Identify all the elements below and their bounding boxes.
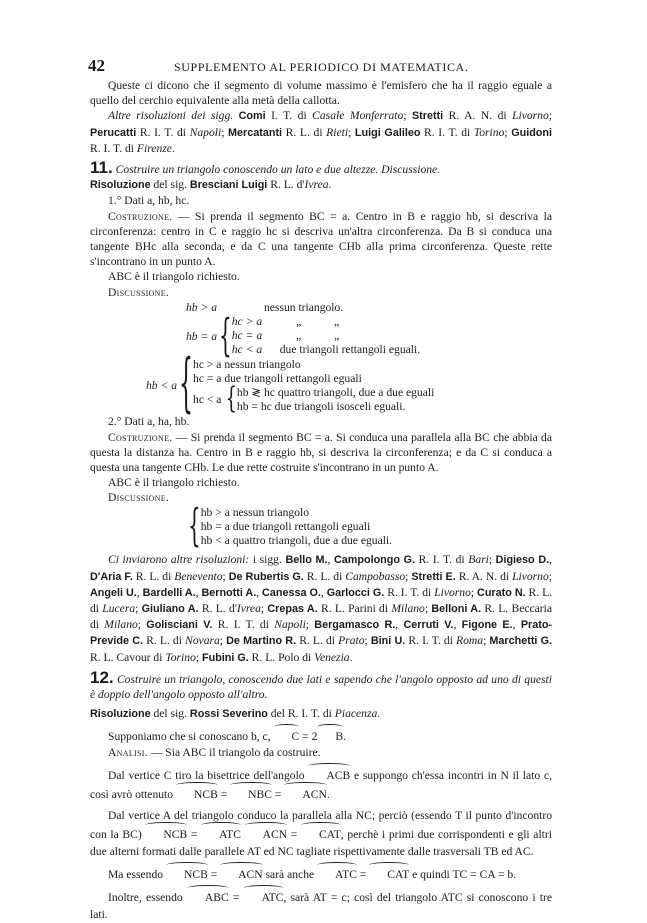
discussion-label: Discussione.	[108, 285, 170, 299]
sep: ;	[488, 553, 496, 567]
condition: hb > a	[186, 300, 218, 314]
sep: ;	[424, 601, 432, 615]
solver-inst: R. L. d'	[198, 601, 237, 615]
sep: ;	[221, 125, 229, 139]
other-solutions-2	[90, 552, 552, 665]
left-brace-icon: {	[179, 349, 194, 423]
solver-name: Bresciani Luigi	[189, 179, 268, 192]
construction-2	[90, 430, 552, 476]
sep: ;	[405, 569, 412, 583]
angle-mark: ATC	[201, 824, 241, 843]
solver-name: Bello M.	[285, 554, 328, 567]
condition: hc = a	[231, 329, 263, 343]
solver-city: Napoli	[274, 618, 306, 632]
solver-name: Marchetti G.	[489, 635, 553, 648]
left-brace-icon: {	[225, 382, 237, 417]
solver-inst: ,	[320, 585, 327, 599]
solver-name: Digieso D.	[495, 554, 550, 567]
sep: .	[171, 141, 175, 155]
text: Dal vertice C tiro la bisettrice dell'angolo	[108, 768, 309, 782]
solver-inst: R. L. di	[143, 634, 186, 648]
discussion-row: hb > a nessun triangolo	[200, 505, 310, 519]
solver-inst: R. L. di	[132, 569, 175, 583]
sep: ;	[260, 601, 268, 615]
solver-city: Casale Monferrato	[312, 109, 404, 123]
solver-inst: R. L. Cavour di	[90, 650, 166, 664]
left-brace-icon: {	[188, 499, 201, 553]
angle-mark: NCB	[166, 864, 208, 883]
discussion-3-block	[90, 499, 552, 553]
solver-name: De Rubertis G.	[228, 570, 304, 583]
paragraph-parallel	[90, 807, 552, 860]
discussion-1-label	[90, 285, 552, 300]
condition: hc < a	[193, 393, 222, 407]
other-solutions-lead: Ci inviarono altre risoluzioni:	[108, 553, 250, 567]
solver-name: Bini U.	[370, 635, 406, 648]
solver-name: Rossi Severino	[189, 708, 268, 721]
solver-city: Milano	[391, 601, 425, 615]
solver-name: Comi	[238, 110, 266, 123]
solver-name: Golisciani V.	[146, 619, 213, 632]
solver-city: Ivrea	[236, 601, 261, 615]
text: =	[272, 787, 285, 801]
running-header	[88, 56, 558, 76]
solver-name: Canessa O.	[262, 586, 321, 599]
angle-mark: CAT	[301, 824, 341, 843]
problem-text: Costruire un triangolo, conoscendo due lati e sapendo che l'angolo opposto ad uno di questi è doppio dell'angolo opposto all'altro.	[90, 672, 552, 701]
solution-mid: del sig.	[150, 707, 190, 721]
discussion-subgroup	[193, 382, 435, 417]
text: .	[343, 730, 347, 744]
solver-inst: ,	[136, 585, 143, 599]
solver-name: Curato N.	[477, 586, 526, 599]
ditto-mark: „	[334, 315, 340, 329]
angle-mark: NCB	[145, 824, 187, 843]
solver-inst: R. I. T. di	[212, 618, 275, 632]
other-solutions-1	[90, 108, 552, 156]
solver-city: Lucera	[102, 601, 136, 615]
solver-inst: R. I. T. di	[384, 585, 435, 599]
case-1-heading: 1.° Dati a, hb, hc.	[108, 194, 190, 208]
brace-rows	[193, 358, 434, 415]
outcome: nessun triangolo.	[264, 300, 344, 314]
solver-city: Livorno	[434, 585, 471, 599]
sep: .	[328, 178, 332, 192]
text: =	[217, 787, 231, 801]
text: Supponiamo che si conoscano b, c,	[108, 730, 274, 744]
discussion-row	[232, 329, 420, 343]
paragraph-bisector	[90, 765, 552, 803]
solver-name: Mercatanti	[228, 126, 283, 139]
brace-rows	[201, 506, 392, 549]
discussion-2-label	[90, 490, 552, 505]
discussion-row: hc > a nessun triangolo	[193, 357, 301, 371]
solver-name: Campolongo G.	[334, 554, 416, 567]
solver-name: Bergamasco R.	[314, 619, 396, 632]
solver-inst: R. I. T. di	[90, 141, 137, 155]
solver-city: Piacenza	[334, 707, 378, 721]
solver-inst: R. L. di	[296, 634, 339, 648]
angle-mark: ACN	[284, 784, 326, 803]
condition: hc > a	[231, 315, 263, 329]
solver-city: Firenze	[136, 141, 172, 155]
solver-city: Venezia	[314, 650, 350, 664]
text: Ma essendo	[108, 867, 166, 881]
problem-11-solver	[90, 177, 552, 193]
text: Inoltre, essendo	[108, 890, 187, 904]
sep: ;	[305, 618, 315, 632]
solver-name: De Martino R.	[226, 635, 297, 648]
discussion-1-block	[90, 300, 552, 362]
solver-inst: ,	[195, 585, 202, 599]
discussion-row: hb = a due triangoli rettangoli eguali	[200, 519, 371, 533]
text: .	[326, 787, 330, 801]
discussion-row: hb = hc due triangoli isosceli eguali.	[236, 400, 406, 414]
condition: hc < a	[231, 343, 263, 357]
running-title: SUPPLEMENTO AL PERIODICO DI MATEMATICA.	[174, 60, 469, 74]
solver-inst: ,	[453, 618, 462, 632]
condition: hb = a	[186, 329, 218, 343]
text: =	[228, 890, 244, 904]
solver-city: Ivrea	[304, 178, 329, 192]
solver-city: Milano	[104, 618, 138, 632]
solution-label: Risoluzione	[90, 708, 151, 721]
sep: ;	[470, 585, 478, 599]
solver-city: Rieti	[326, 125, 349, 139]
solution-mid: del sig.	[150, 178, 190, 192]
problem-text: Costruire un triangolo conoscendo un lato e due altezze. Discussione.	[115, 163, 441, 177]
text: Dal vertice A del triangolo conduco la parallela alla NC; perciò (essendo T il punto d'incontro con la BC)	[90, 808, 552, 841]
sep: ;	[222, 569, 229, 583]
sep: ;	[504, 125, 512, 139]
discussion-row: hb ≷ hc quattro triangoli, due a due eguali	[236, 386, 435, 400]
text: =	[356, 867, 370, 881]
angle-mark: C	[274, 726, 300, 745]
case-2-heading: 2.° Dati a, ha, hb.	[108, 415, 190, 429]
solver-inst: ,	[549, 553, 553, 567]
ditto-mark: „	[334, 329, 340, 343]
solver-name: Fubini G.	[202, 651, 249, 664]
sep: ;	[348, 125, 355, 139]
problem-number: 11.	[90, 158, 113, 178]
discussion-group	[186, 308, 552, 362]
solver-inst: ,	[256, 585, 263, 599]
text: =	[187, 827, 202, 841]
solver-inst: R. L. Beccaria di	[90, 601, 552, 632]
construction-label: Costruzione.	[108, 430, 173, 444]
solver-inst: R. A. N. di	[455, 569, 513, 583]
construction-1	[90, 209, 552, 270]
discussion-row: hb < a quattro triangoli, due a due eguali.	[200, 534, 393, 548]
sep: .	[377, 707, 381, 721]
problem-12-solver	[90, 706, 552, 722]
sep: ;	[195, 650, 202, 664]
solver-inst: R. L. Polo di	[248, 650, 315, 664]
result-1: ABC è il triangolo richiesto.	[108, 270, 240, 284]
supposition-line	[90, 726, 552, 745]
solver-name: Bardelli A.	[142, 586, 196, 599]
solver-inst: R. L. di	[90, 585, 553, 615]
text: =	[287, 827, 301, 841]
angle-mark: NCB	[176, 784, 218, 803]
problem-number: 12.	[90, 667, 114, 687]
solver-name: Angeli U.	[90, 586, 137, 599]
construction-text: — Si prenda il segmento BC = a. Centro in B e raggio hb, si descriva la circonferenza: centro in C e raggio hc si descriva un'altra circonferenza. Da B si conduca una tangente BHc alla seconda, e da C una tangente CHb alla prima circonferenza. Queste rette s'incontrano in un punto A.	[90, 209, 552, 269]
solver-name: Bernotti A.	[201, 586, 257, 599]
solver-name: Perucatti	[90, 126, 137, 139]
text: = 2	[299, 730, 318, 744]
construction-text: — Si prenda il segmento BC = a. Si conduca una parallela alla BC che abbia da questa la distanza ha. Centro in B e raggio hb, si descriva la circonferenza; e da C si conduca a questa una tangente CHb. Le due rette costruite s'incontrano in un punto A.	[90, 430, 552, 475]
text: e suppongo ch'essa incontri in N il lato c, così avrò ottenuto	[90, 768, 552, 801]
solver-city: Roma	[456, 634, 484, 648]
solver-inst: R. I. T. di	[136, 125, 190, 139]
solver-inst: R. L. Parini di	[317, 601, 392, 615]
discussion-row	[232, 315, 420, 329]
discussion-row: hc = a due triangoli rettangoli eguali	[193, 371, 362, 385]
text: =	[207, 867, 221, 881]
angle-mark: NBC	[230, 784, 272, 803]
discussion-label: Discussione.	[108, 491, 170, 505]
solver-name: D'Aria F.	[90, 570, 133, 583]
condition: hb < a	[146, 379, 178, 393]
analysis-text: — Sia ABC il triangolo da costruire.	[147, 746, 321, 760]
solver-name: Guidoni	[511, 126, 552, 139]
problem-12-statement	[90, 667, 552, 702]
sep: ;	[135, 601, 142, 615]
solver-city: Torino	[473, 125, 505, 139]
intro-paragraph: Queste ci dicono che il segmento di volume massimo è l'emisfero che ha il raggio eguale a quello del cerchio equivalente alla metà della callotta.	[90, 79, 552, 108]
solver-inst: ,	[395, 618, 404, 632]
solver-name: Giuliano A.	[141, 602, 199, 615]
other-solutions-tail: i sigg.	[249, 553, 286, 567]
solver-city: Napoli	[189, 125, 222, 139]
solver-city: Livorno	[512, 569, 549, 583]
text: e quindi TC = CA = b.	[409, 867, 517, 881]
result-2: ABC è il triangolo richiesto.	[108, 476, 240, 490]
outcome: due triangoli rettangoli eguali.	[279, 343, 421, 357]
solver-name: Stretti E.	[411, 570, 456, 583]
angle-mark: CAT	[369, 864, 409, 883]
text: , perchè i primi due corrispondenti e gli altri due alterni formati dalle parallele AT ed NC tagliate rispettivamente dalle trasversali TB ed AC.	[90, 827, 552, 858]
analysis-line	[90, 745, 552, 760]
angle-mark: ACB	[308, 765, 350, 784]
sep: ;	[364, 634, 371, 648]
brace-rows	[237, 386, 434, 414]
paragraph-conclusion	[90, 864, 552, 883]
ditto-mark: „	[296, 329, 302, 343]
solver-city: Prato	[338, 634, 365, 648]
sep: ;	[548, 109, 553, 123]
solver-city: Benevento	[174, 569, 223, 583]
solution-label: Risoluzione	[90, 179, 151, 192]
solver-inst: ,	[512, 618, 521, 632]
sep: ;	[548, 569, 553, 583]
solver-name: Figone E.	[461, 619, 513, 632]
solver-inst: R. A. N. di	[443, 109, 513, 123]
solver-inst: R. L. d'	[267, 178, 305, 192]
solver-name: Stretti	[411, 110, 444, 123]
solver-inst: del R. I. T. di	[267, 707, 335, 721]
sep: ;	[483, 634, 490, 648]
solver-name: Cerruti V.	[403, 619, 454, 632]
solver-name: Prato-Previde C.	[90, 619, 553, 648]
solver-city: Bari	[468, 553, 489, 567]
solver-list	[90, 553, 552, 663]
paragraph-sides	[90, 887, 552, 923]
solver-city: Campobasso	[345, 569, 406, 583]
construction-label: Costruzione.	[108, 209, 173, 223]
text: sarà anche	[262, 867, 318, 881]
angle-mark: ATC	[317, 864, 357, 883]
sep: ;	[403, 109, 412, 123]
angle-mark: B	[317, 726, 343, 745]
text: , sarà AT = c; così del triangolo ATC si conoscono i tre lati.	[90, 890, 552, 921]
analysis-label: Analisi.	[108, 746, 148, 760]
solver-city: Livorno	[512, 109, 549, 123]
solver-inst: R. L. di	[303, 569, 346, 583]
solver-city: Torino	[165, 650, 196, 664]
sep: ;	[137, 618, 147, 632]
solver-name: Belloni A.	[431, 602, 482, 615]
problem-11-statement	[90, 160, 552, 177]
solver-city: Novara	[185, 634, 220, 648]
angle-mark: ACN	[220, 864, 262, 883]
left-brace-icon: {	[219, 308, 232, 362]
angle-mark: ATC	[244, 887, 284, 906]
solver-inst: R. I. T. di	[415, 553, 469, 567]
other-solutions-lead: Altre risoluzioni dei sigg.	[108, 109, 234, 123]
page-body	[90, 78, 552, 923]
discussion-row	[186, 300, 552, 315]
brace-rows	[232, 315, 420, 358]
angle-mark: ACN	[245, 824, 287, 843]
solver-inst: R. L. di	[282, 125, 327, 139]
solver-name: Crepas A.	[267, 602, 318, 615]
angle-mark: ABC	[187, 887, 229, 906]
solver-inst: R. I. T. di	[405, 634, 457, 648]
sep: .	[349, 650, 353, 664]
solver-name: Luigi Galileo	[354, 126, 421, 139]
solver-inst: I. T. di	[265, 109, 313, 123]
page-number: 42	[88, 56, 105, 75]
sep: ;	[219, 634, 227, 648]
solver-inst: R. I. T. di	[420, 125, 474, 139]
solver-name: Garlocci G.	[326, 586, 385, 599]
discussion-row	[232, 343, 420, 357]
solver-inst: ,	[327, 553, 334, 567]
ditto-mark: „	[296, 315, 302, 329]
